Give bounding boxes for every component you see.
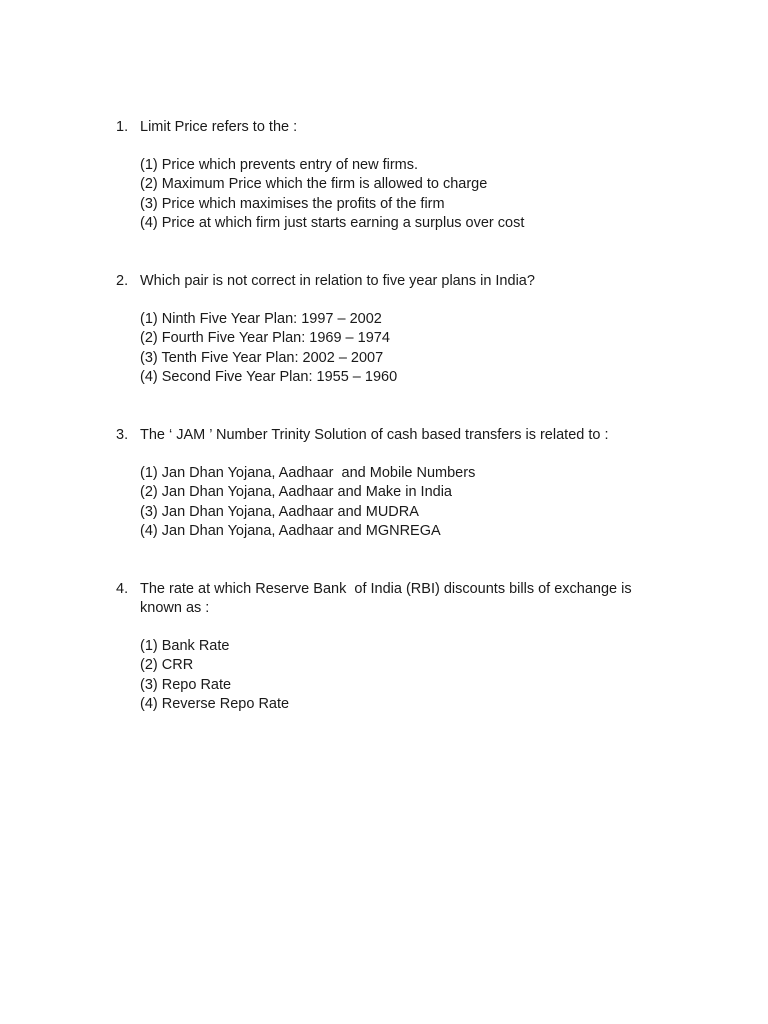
question-text: Limit Price refers to the : [140,119,298,135]
option-list [140,637,676,714]
question-4 [116,580,676,714]
option-3: (3) Price which maximises the profits of the firm [140,195,445,212]
question-number: 1. [116,119,129,135]
option-2: (2) Fourth Five Year Plan: 1969 – 1974 [140,330,390,347]
option-3: (3) Repo Rate [140,676,232,693]
option-4: (4) Reverse Repo Rate [140,695,290,712]
question-number: 2. [116,273,129,289]
option-1: (1) Jan Dhan Yojana, Aadhaar and Mobile Numbers [140,465,476,481]
option-3: (3) Tenth Five Year Plan: 2002 – 2007 [140,349,384,366]
option-1: (1) Price which prevents entry of new firms. [140,157,419,173]
question-number: 4. [116,581,129,597]
option-1: (1) Bank Rate [140,638,230,654]
question-text: Which pair is not correct in relation to five year plans in India? [140,273,535,289]
option-2: (2) CRR [140,657,194,674]
option-1: (1) Ninth Five Year Plan: 1997 – 2002 [140,311,382,327]
question-2 [116,272,676,387]
option-4: (4) Jan Dhan Yojana, Aadhaar and MGNREGA [140,522,441,539]
option-list [140,156,676,233]
question-number: 3. [116,427,129,443]
option-4: (4) Second Five Year Plan: 1955 – 1960 [140,368,398,385]
option-2: (2) Maximum Price which the firm is allowed to charge [140,176,488,193]
option-2: (2) Jan Dhan Yojana, Aadhaar and Make in India [140,484,452,501]
option-3: (3) Jan Dhan Yojana, Aadhaar and MUDRA [140,503,419,520]
option-4: (4) Price at which firm just starts earning a surplus over cost [140,214,525,231]
option-list [140,464,676,541]
question-1 [116,118,676,233]
question-text: The ‘ JAM ’ Number Trinity Solution of cash based transfers is related to : [140,427,609,443]
option-list [140,310,676,387]
question-3 [116,426,676,541]
question-text: The rate at which Reserve Bank of India (RBI) discounts bills of exchange is known as : [140,581,636,616]
